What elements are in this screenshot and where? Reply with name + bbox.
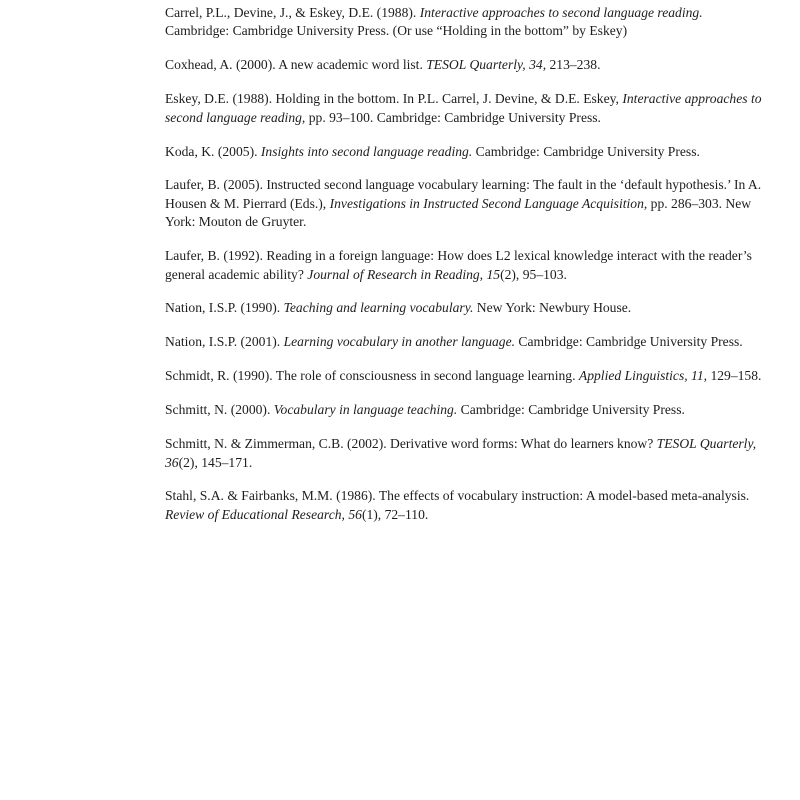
ref-text: Koda, K. (2005). [165, 143, 261, 159]
reference-entry [165, 367, 770, 385]
ref-text: Cambridge: Cambridge University Press. (Or use “Holding in the bottom” by Eskey) [165, 23, 628, 39]
ref-title: Learning vocabulary in another language. [283, 334, 516, 350]
ref-title: Insights into second language reading. [260, 143, 473, 159]
ref-text: Laufer, B. (2005). Instructed second language vocabulary learning: The fault in the ‘default hypothesis.’ In A. Housen & M. Pierrard (Eds.), [165, 177, 762, 211]
reference-entry [165, 299, 770, 317]
ref-text: Schmitt, N. & Zimmerman, C.B. (2002). Derivative word forms: What do learners know? [165, 436, 657, 452]
reference-entry [165, 247, 770, 284]
reference-entry [165, 4, 770, 41]
reference-entry [165, 333, 770, 351]
reference-entry [165, 143, 770, 161]
ref-title: Vocabulary in language teaching. [273, 402, 458, 418]
ref-text: pp. 93–100. Cambridge: Cambridge University Press. [305, 109, 601, 125]
ref-title: TESOL Quarterly, 34, [426, 57, 547, 73]
ref-title: Review of Educational Research, 56 [165, 506, 362, 522]
ref-text: Nation, I.S.P. (2001). [165, 334, 284, 350]
ref-text: Nation, I.S.P. (1990). [165, 300, 284, 316]
ref-text: Cambridge: Cambridge University Press. [472, 143, 700, 159]
ref-text: Schmidt, R. (1990). The role of consciousness in second language learning. [165, 368, 579, 384]
ref-text: 129–158. [707, 368, 762, 384]
reference-entry [165, 401, 770, 419]
reference-entry [165, 435, 770, 472]
ref-title: Applied Linguistics, 11, [578, 368, 708, 384]
ref-text: 213–238. [546, 57, 601, 73]
reference-entry [165, 176, 770, 231]
ref-text: (2), 95–103. [500, 266, 567, 282]
ref-title: Journal of Research in Reading, 15 [307, 266, 501, 282]
ref-text: Eskey, D.E. (1988). Holding in the bottom. In P.L. Carrel, J. Devine, & D.E. Eskey, [165, 91, 623, 107]
ref-title: Investigations in Instructed Second Language Acquisition, [329, 195, 648, 211]
ref-text: Stahl, S.A. & Fairbanks, M.M. (1986). The effects of vocabulary instruction: A model-based meta-analysis. [165, 488, 750, 504]
ref-text: Coxhead, A. (2000). A new academic word list. [165, 57, 427, 73]
ref-text: (1), 72–110. [361, 506, 429, 522]
ref-text: Cambridge: Cambridge University Press. [515, 334, 743, 350]
ref-text: Schmitt, N. (2000). [165, 402, 274, 418]
reference-entry [165, 90, 770, 127]
ref-text: New York: Newbury House. [473, 300, 632, 316]
ref-title: Teaching and learning vocabulary. [283, 300, 474, 316]
ref-title: Interactive approaches to second language reading. [419, 5, 703, 20]
ref-text: Carrel, P.L., Devine, J., & Eskey, D.E. (1988). [165, 5, 420, 20]
reference-entry [165, 56, 770, 74]
ref-text: Laufer, B. (1992). Reading in a foreign language: How does L2 lexical knowledge interact with the reader’s general academic ability? [165, 248, 752, 282]
ref-title: Interactive approaches to second language reading, [165, 91, 762, 125]
ref-title: TESOL Quarterly, 36 [165, 436, 757, 470]
ref-text: Cambridge: Cambridge University Press. [457, 402, 685, 418]
reference-entry [165, 487, 770, 524]
ref-text: (2), 145–171. [178, 454, 253, 470]
reference-list [165, 4, 770, 540]
ref-text: pp. 286–303. New York: Mouton de Gruyter. [165, 195, 752, 230]
